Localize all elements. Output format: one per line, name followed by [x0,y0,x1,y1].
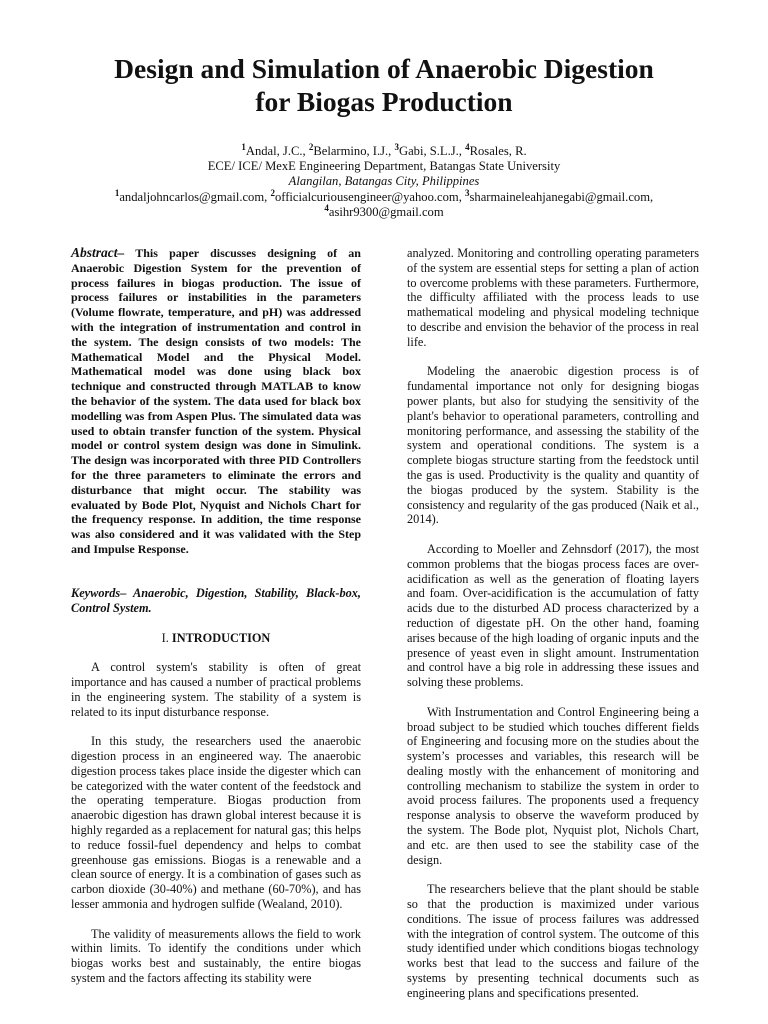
body-paragraph: According to Moeller and Zehnsdorf (2017), the most common problems that the biogas process faces are over-acidification as well as the generation of floating layers and foam. Over-acidification is the accumulation of fatty acids due to the disturbed AD process characterized by a reduction of digestate pH. On the other hand, foaming arises because of the high loading of organic inputs and the presence of yeast even in slight amount. Instrumentation and control have a big role in addressing these issues and solving these problems. [407,541,699,690]
body-paragraph: The validity of measurements allows the field to work within limits. To identify the conditions under which biogas works best and sustainably, the entire biogas system and the factors affecting its stability were [71,926,361,986]
body-paragraph: Modeling the anaerobic digestion process is of fundamental importance not only for designing biogas power plants, but also for studying the sensitivity of the plant's behavior to operational parameters, controlling and monitoring performance, and assessing the stability of the system and operational conditions. The system is a complete biogas structure starting from the feedstock until the gas is used. Productivity is the quality and quantity of the biogas produced by the system. Stability is the consistency and regularity of the gas produced (Naik et al., 2014). [407,364,699,527]
abstract-label: Abstract– [71,245,125,260]
body-paragraph: The researchers believe that the plant should be stable so that the production is maximized under various conditions. The issue of process failures was addressed with the integration of control system. The outcome of this study identified under which conditions biogas technology works best that lead to the success and failure of the systems by presenting technical documents such as engineering plans and specifications presented. [407,882,699,1000]
body-paragraph: A control system's stability is often of great importance and has caused a number of practical problems in the engineering system. The stability of a system is related to its input disturbance response. [71,660,361,719]
body-paragraph: analyzed. Monitoring and controlling operating parameters of the system are essential steps for setting a plan of action to overcome problems with these parameters. Furthermore, the difficulty affiliated with the process leads to use mathematical modeling and physical modeling technique to describe and envision the behavior of the process in real life. [407,246,699,349]
section-number: I. [161,630,169,645]
location: Alangilan, Batangas City, Philippines [288,174,480,189]
email-list-line-2 [40,202,728,220]
email-number: 2 [270,187,275,198]
author-block [40,141,728,220]
author-number: 4 [465,141,470,152]
email-address: asihr9300@gmail.com [328,204,444,219]
section-title: INTRODUCTION [171,630,271,645]
author-number: 3 [394,141,399,152]
body-paragraph: In this study, the researchers used the anaerobic digestion process in an engineered way. The anaerobic digestion process takes place inside the digester which can be categorized with the water content of the feedstock and the operating temperature. Biogas production from anaerobic digestion has drawn global interest because it is highly regarded as a replacement for natural gas; this helps to reduce fossil-fuel dependency and helps to combat greenhouse gas emissions. Biogas is a renewable and a clean source of energy. It is a combination of gases such as carbon dioxide (30-40%) and methane (60-70%), and has lesser ammonia and hydrogen sulfide (Wealand, 2010). [71,734,361,912]
email-number: 4 [324,202,329,213]
author-name: Rosales, R. [469,144,527,158]
email-address: sharmaineleahjanegabi@gmail.com, [469,189,654,204]
keywords: Keywords– Anaerobic, Digestion, Stability, Black-box, Control System. [71,586,361,616]
title-line-2: for Biogas Production [255,86,513,117]
left-column [71,246,361,986]
email-list [40,187,728,205]
body-paragraph: With Instrumentation and Control Engineering being a broad subject to be studied which touches different fields of Engineering and focusing more on the studies about the system’s processes and variables, this research will be dealing mostly with the enhancement of monitoring and controlling mechanism to stabilize the system in order to avoid process failures. The proponents used a frequency response analysis to observe the waveform produced by the system. The Bode plot, Nyquist plot, Nichols Chart, and etc. are then used to see the stability case of the design. [407,704,699,867]
abstract [71,246,361,557]
email-number: 1 [114,187,120,198]
author-list [40,141,728,159]
affiliation: ECE/ ICE/ MexE Engineering Department, Batangas State University [207,159,561,174]
section-heading [71,631,361,646]
author-name: Belarmino, I.J., [313,144,395,158]
author-number: 1 [241,141,246,152]
email-address: officialcuriousengineer@yahoo.com, [274,189,466,204]
author-name: Andal, J.C., [245,144,309,158]
right-column [407,246,699,1001]
email-number: 3 [465,187,470,198]
author-number: 2 [308,141,314,152]
email-address: andaljohncarlos@gmail.com, [119,189,271,204]
abstract-text: This paper discusses designing of an Anaerobic Digestion System for the prevention of process failures in biogas production. The issue of process failures or instabilities in the parameters (Volume flowrate, temperature, and pH) was addressed with the integration of instrumentation and control in the system. The design consists of two models: The Mathematical Model and the Physical Model. Mathematical model was done using black box technique and constructed through MATLAB to know the behavior of the system. The data used for black box modelling was from Aspen Plus. The simulated data was used to obtain transfer function of the system. Physical model or control system design was done in Simulink. The design was incorporated with three PID Controllers for the three parameters to eliminate the errors and disturbance that might occur. The stability was evaluated by Bode Plot, Nyquist and Nichols Chart for the frequency response. In addition, the time response was also considered and it was validated with the Step and Impulse Response. [71,246,361,556]
author-name: Gabi, S.L.J., [398,144,466,158]
title-line-1: Design and Simulation of Anaerobic Digestion [114,53,654,84]
paper-title [40,52,728,118]
